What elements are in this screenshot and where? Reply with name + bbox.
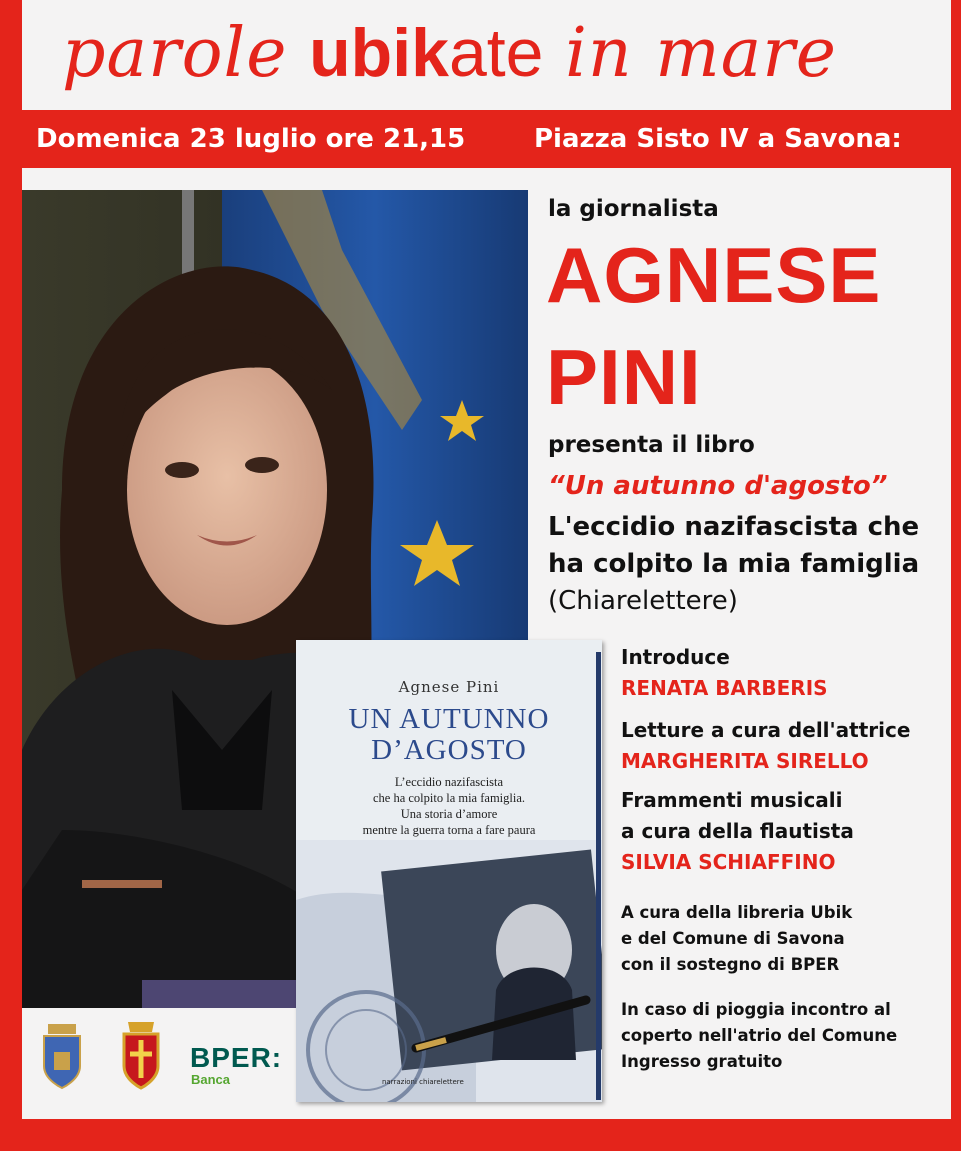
intro-label: Introduce — [621, 645, 730, 669]
book-cover-title-line1: UN AUTUNNO — [348, 703, 550, 735]
red-frame-bottom — [0, 1119, 961, 1151]
music-label-line1: Frammenti musicali — [621, 788, 843, 812]
book-cover-sub-line4: mentre la guerra torna a fare paura — [362, 823, 536, 837]
red-frame-right — [951, 0, 961, 1151]
event-series-title — [62, 8, 837, 99]
book-cover-sub-line1: L’eccidio nazifascista — [394, 775, 504, 789]
book-cover-subtitle — [296, 774, 602, 838]
speaker-role: la giornalista — [548, 196, 719, 222]
title-words-in-mare: in mare — [565, 14, 838, 93]
book-cover-collage — [296, 840, 602, 1102]
notes-line3: Ingresso gratuito — [621, 1052, 783, 1071]
book-cover-title-line2: D’AGOSTO — [371, 734, 527, 766]
speaker-first-name: AGNESE — [546, 231, 882, 319]
bper-logo-sub: Banca — [191, 1072, 231, 1087]
civic-crest-icon — [118, 1018, 164, 1092]
readings-name: MARGHERITA SIRELLO — [621, 749, 869, 773]
event-place: Piazza Sisto IV a Savona: — [534, 124, 902, 154]
presents-label: presenta il libro — [548, 432, 755, 458]
music-label-line2: a cura della flautista — [621, 819, 854, 843]
book-cover — [296, 640, 602, 1102]
book-cover-title — [296, 704, 602, 766]
organizers-line3: con il sostegno di BPER — [621, 955, 840, 974]
header — [22, 0, 951, 110]
intro-name: RENATA BARBERIS — [621, 676, 828, 700]
speaker-last-name: PINI — [546, 333, 702, 421]
book-cover-publisher-mark: narrazioni chiarelettere — [382, 1078, 464, 1086]
bper-logo: BPER: — [190, 1042, 283, 1073]
book-cover-author: Agnese Pini — [398, 678, 500, 696]
title-word-ate: ate — [448, 15, 544, 91]
title-word-parole: parole — [62, 14, 288, 93]
book-cover-sub-line2: che ha colpito la mia famiglia. — [372, 791, 526, 805]
red-frame-left — [0, 0, 22, 1151]
notes-line2: coperto nell'atrio del Comune — [621, 1026, 898, 1045]
notes-line1: In caso di pioggia incontro al — [621, 1000, 891, 1019]
event-datetime: Domenica 23 luglio ore 21,15 — [36, 124, 466, 154]
savona-coat-of-arms-icon — [40, 1022, 84, 1092]
event-date-bar — [0, 110, 961, 168]
book-cover-sub-line3: Una storia d’amore — [400, 807, 498, 821]
music-name: SILVIA SCHIAFFINO — [621, 850, 836, 874]
readings-label: Letture a cura dell'attrice — [621, 718, 911, 742]
organizers-line1: A cura della libreria Ubik — [621, 903, 853, 922]
organizers-line2: e del Comune di Savona — [621, 929, 845, 948]
book-title-quoted: “Un autunno d'agosto” — [548, 471, 888, 501]
book-subtitle-line2: ha colpito la mia famiglia — [548, 549, 920, 579]
sponsor-logos — [22, 1008, 296, 1118]
title-word-ubik: ubik — [309, 15, 449, 91]
book-subtitle-line1: L'eccidio nazifascista che — [548, 512, 920, 542]
book-publisher: (Chiarelettere) — [548, 586, 738, 616]
program-divider-line — [596, 652, 601, 1100]
